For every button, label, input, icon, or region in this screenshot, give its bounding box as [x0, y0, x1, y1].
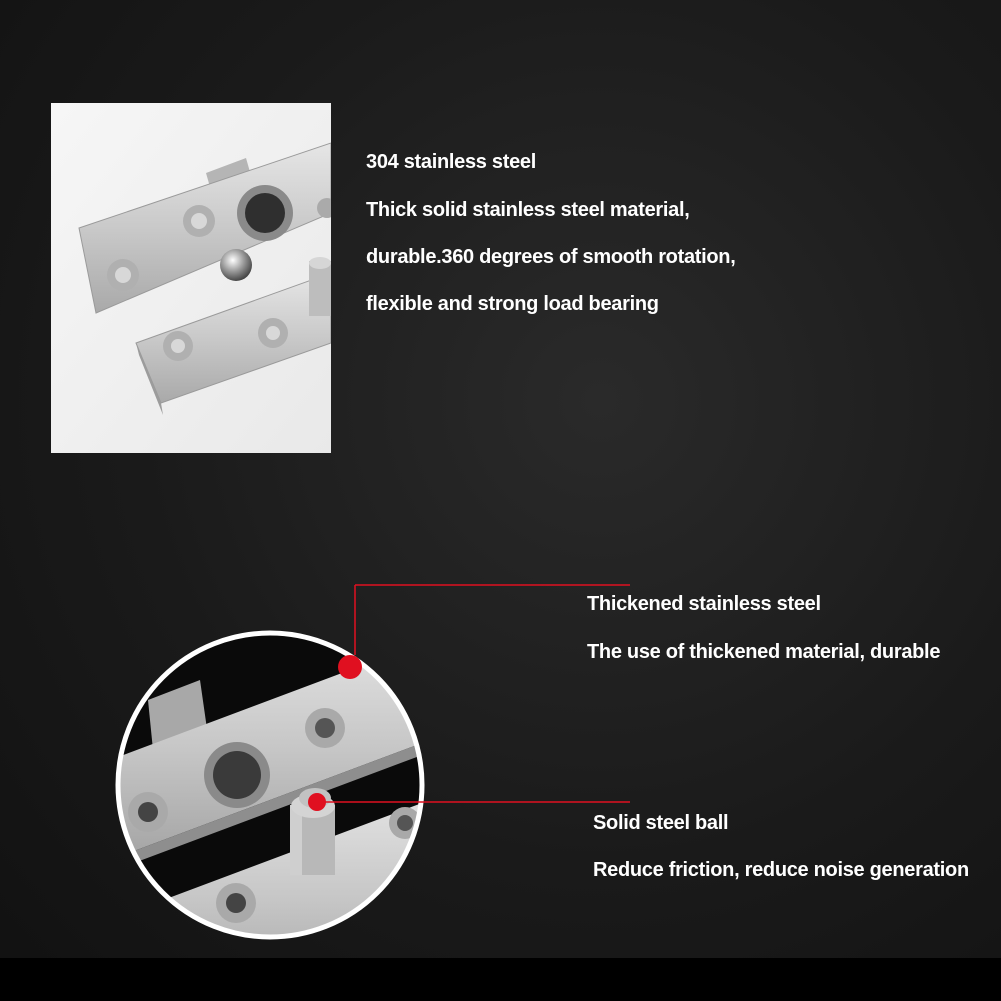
zoom-circle-photo: [110, 630, 430, 1000]
callout-1-desc: The use of thickened material, durable: [587, 641, 941, 663]
callout-marker-1: [338, 655, 362, 679]
material-line-1: Thick solid stainless steel material,: [366, 199, 690, 221]
callout-2-desc: Reduce friction, reduce noise generation: [593, 859, 969, 881]
material-title: 304 stainless steel: [366, 151, 536, 173]
callout-1-title: Thickened stainless steel: [587, 593, 821, 615]
material-line-2: durable.360 degrees of smooth rotation,: [366, 246, 736, 268]
callout-2-title: Solid steel ball: [593, 812, 729, 834]
callout-marker-2: [308, 793, 326, 811]
material-line-3: flexible and strong load bearing: [366, 293, 659, 315]
